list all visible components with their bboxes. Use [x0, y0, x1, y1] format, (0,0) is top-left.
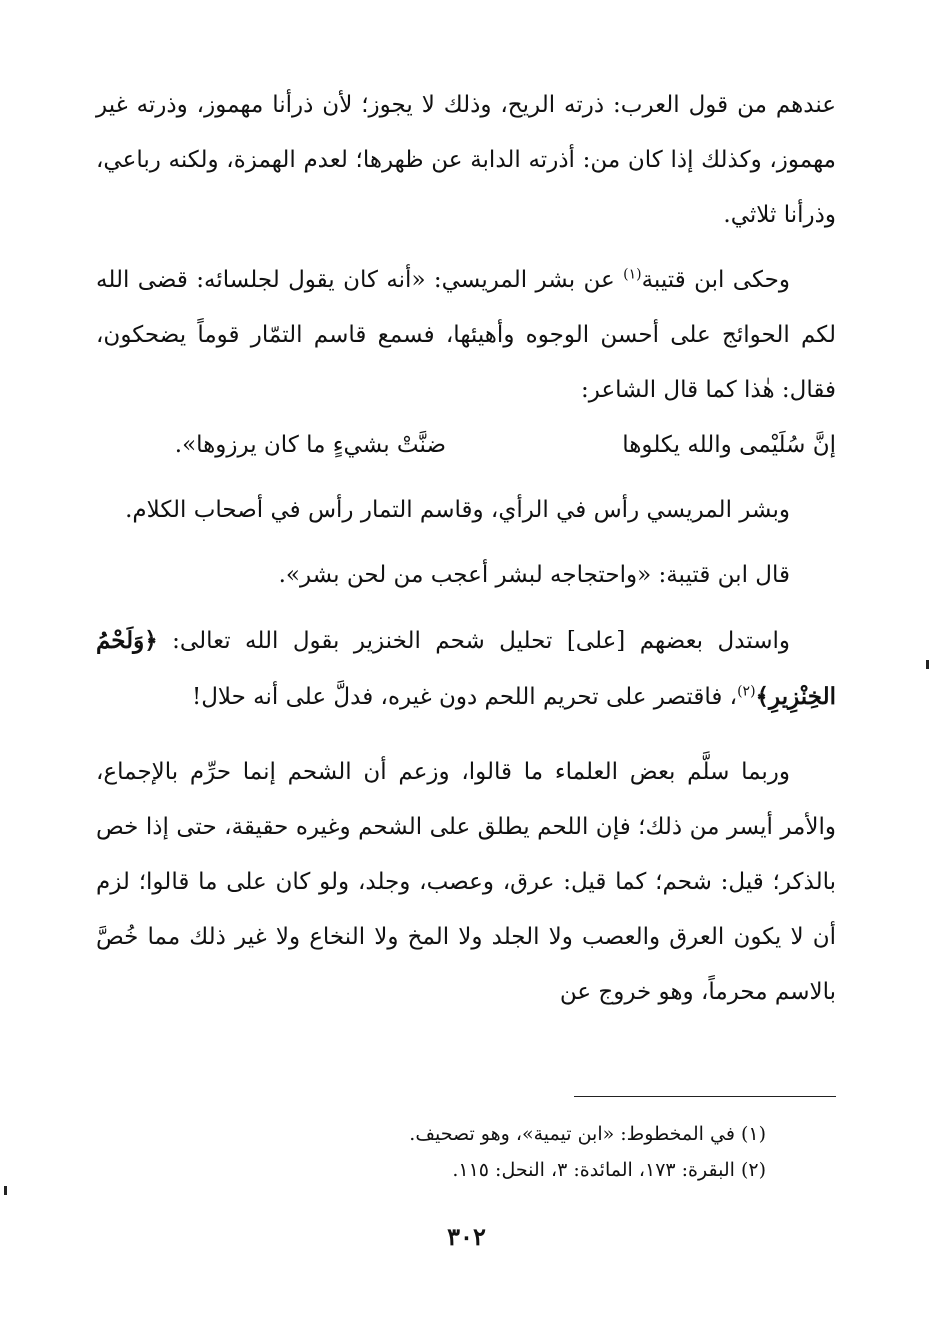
page-body — [96, 78, 836, 1020]
footnote-1: (١) في المخطوط: «ابن تيمية»، وهو تصحيف. — [409, 1123, 766, 1145]
footnote-2: (٢) البقرة: ١٧٣، المائدة: ٣، النحل: ١١٥. — [452, 1159, 766, 1181]
page-number: ٣٠٢ — [447, 1222, 486, 1251]
paragraph-2 — [96, 253, 836, 418]
paragraph-3: وبشر المريسي رأس في الرأي، وقاسم التمار رأس في أصحاب الكلام. — [125, 497, 790, 523]
quran-quote: ﴿وَلَحْمُ الخِنْزِيرِ﴾ — [96, 627, 836, 710]
paragraph-2-start: وحكى ابن قتيبة — [641, 267, 791, 293]
paragraph-6: وربما سلَّم بعض العلماء ما قالوا، وزعم أن الشحم إنما حرِّم بالإجماع، والأمر أيسر من ذلك؛ فإن اللحم يطلق على الشحم وغيره حقيقة، حتى إذا خص بالذكر؛ قيل: شحم؛ كما قيل: عرق، وعصب، وجلد، ولو كان على ما قالوا؛ لزم أن لا يكون العرق والعصب ولا الجلد ولا المخ ولا النخاع ولا غير ذلك مما خُصَّ بالاسم محرماً، وهو خروج عن — [96, 759, 836, 1005]
verse-second-hemistich: ضنَّتْ بشيءٍ ما كان يرزوها». — [174, 432, 446, 458]
paragraph-5-rest: ، فاقتصر على تحريم اللحم دون غيره، فدلَّ على أنه حلال! — [191, 684, 738, 710]
paragraph-4: قال ابن قتيبة: «واحتجاجه لبشر أعجب من لحن بشر». — [278, 562, 790, 588]
poetry-verse — [96, 418, 836, 473]
verse-first-hemistich: إنَّ سُلَيْمى والله يكلوها — [622, 432, 836, 458]
paragraph-5-start: واستدل بعضهم [على] تحليل شحم الخنزير بقول الله تعالى: — [157, 628, 790, 654]
paragraph-1: عندهم من قول العرب: ذرته الريح، وذلك لا يجوز؛ لأن ذرأنا مهموز، وذرته غير مهموز، وكذلك إذا كان من: أذرته الدابة عن ظهرها؛ لعدم الهمزة، ولكنه رباعي، وذرأنا ثلاثي. — [96, 92, 836, 228]
footnotes — [96, 1116, 766, 1188]
scan-edge-mark — [4, 1186, 7, 1195]
footnote-ref-1[interactable]: (١) — [623, 266, 642, 283]
footnote-separator — [574, 1096, 836, 1097]
scan-edge-mark — [926, 660, 929, 669]
paragraph-2-rest: عن بشر المريسي: «أنه كان يقول لجلسائه: قضى الله لكم الحوائج على أحسن الوجوه وأهيئها، فسمع قاسم التمّار قوماً يضحكون، فقال: هٰذا كما قال الشاعر: — [96, 267, 836, 403]
paragraph-5 — [96, 613, 836, 725]
footnote-ref-2[interactable]: (٢) — [737, 683, 756, 700]
